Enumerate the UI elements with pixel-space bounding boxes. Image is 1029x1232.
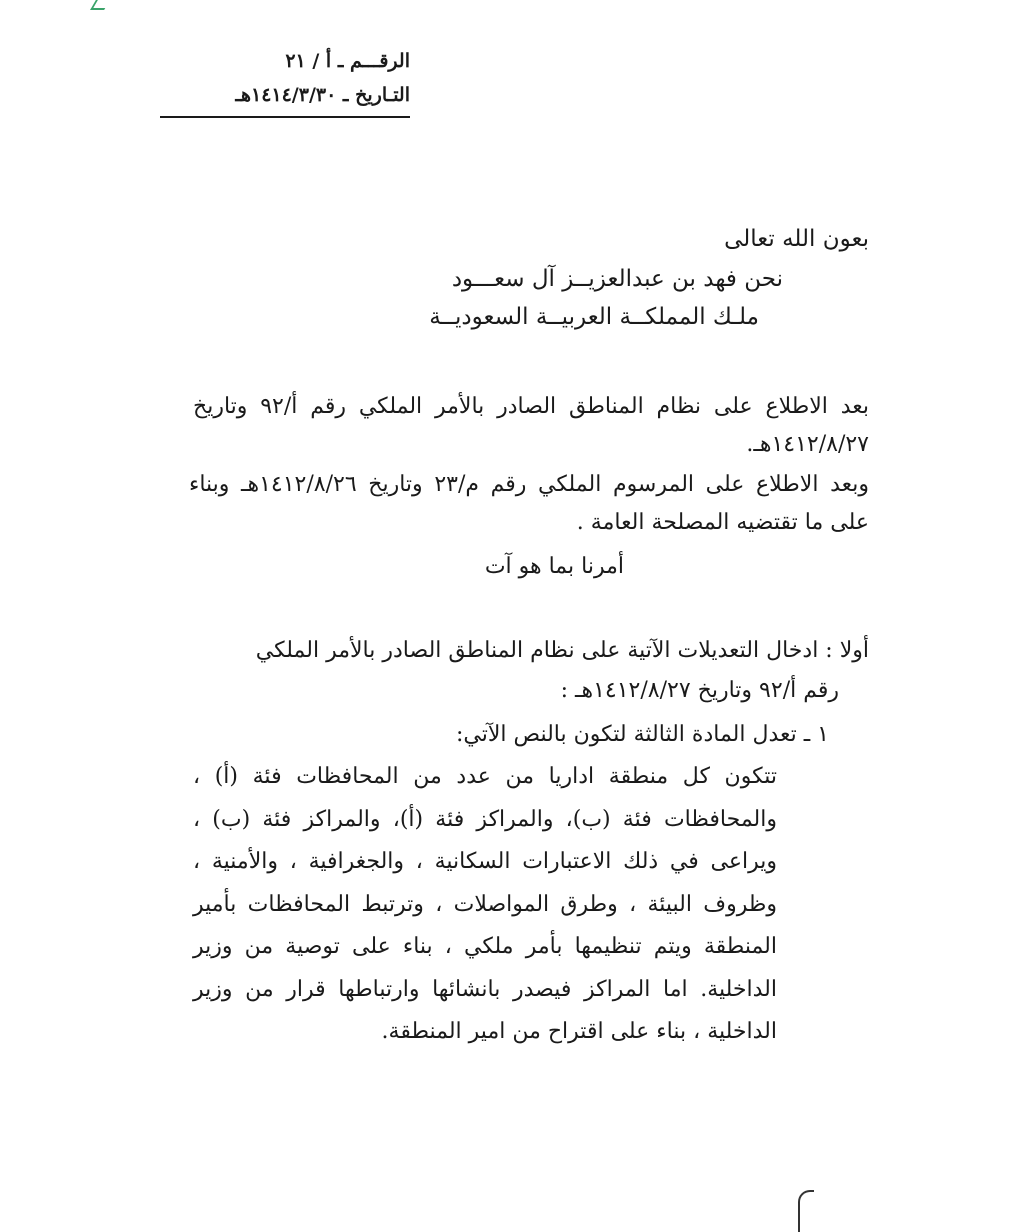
item-1-body: تتكون كل منطقة اداريا من عدد من المحافظات فئة (أ) ، والمحافظات فئة (ب)، والمراكز فئة (أ)، والمراكز فئة (ب) ، ويراعى في ذلك الاعتبارات السكانية ، والجغرافية ، والأمنية ، وظروف البيئة ، وطرق المواصلات ، وترتبط المحافظات بأمير المنطقة ويتم تنظيمها بأمر ملكي ، بناء على توصية من وزير الداخلية. اما المراكز فيصدر بانشائها وارتباطها قرار من وزير الداخلية ، بناء على اقتراح من امير المنطقة.	[193, 764, 777, 1044]
reference-date: التـاريخ ـ ١٤١٤/٣/٣٠هـ	[235, 84, 410, 106]
reference-number: الرقـــم ـ أ / ٢١	[285, 50, 410, 72]
invocation-line: بعون الله تعالى	[724, 226, 869, 252]
king-title-line: ملـك المملكــة العربيــة السعوديــة	[429, 304, 759, 330]
paragraph-regions-system: بعد الاطلاع على نظام المناطق الصادر بالأمر الملكي رقم أ/٩٢ وتاريخ ١٤١٢/٨/٢٧هـ.	[193, 394, 869, 457]
paragraph-royal-decree: وبعد الاطلاع على المرسوم الملكي رقم م/٢٣ وتاريخ ١٤١٢/٨/٢٦هـ وبناء على ما تقتضيه المصلحة العامة .	[189, 472, 869, 535]
king-name-line: نحن فهد بن عبدالعزيــز آل سعـــود	[451, 266, 783, 292]
page-edge-mark	[798, 1190, 814, 1232]
reference-underline	[160, 116, 410, 118]
first-amendment-heading: أولا : ادخال التعديلات الآتية على نظام المناطق الصادر بالأمر الملكي	[255, 638, 869, 663]
item-1-title: ١ ـ تعدل المادة الثالثة لتكون بالنص الآتي:	[455, 722, 829, 747]
paragraph-order: أمرنا بما هو آت	[484, 554, 624, 579]
reference-block	[160, 44, 410, 118]
corner-mark	[90, 0, 110, 10]
first-amendment-heading-cont: رقم أ/٩٢ وتاريخ ١٤١٢/٨/٢٧هـ :	[560, 678, 839, 703]
